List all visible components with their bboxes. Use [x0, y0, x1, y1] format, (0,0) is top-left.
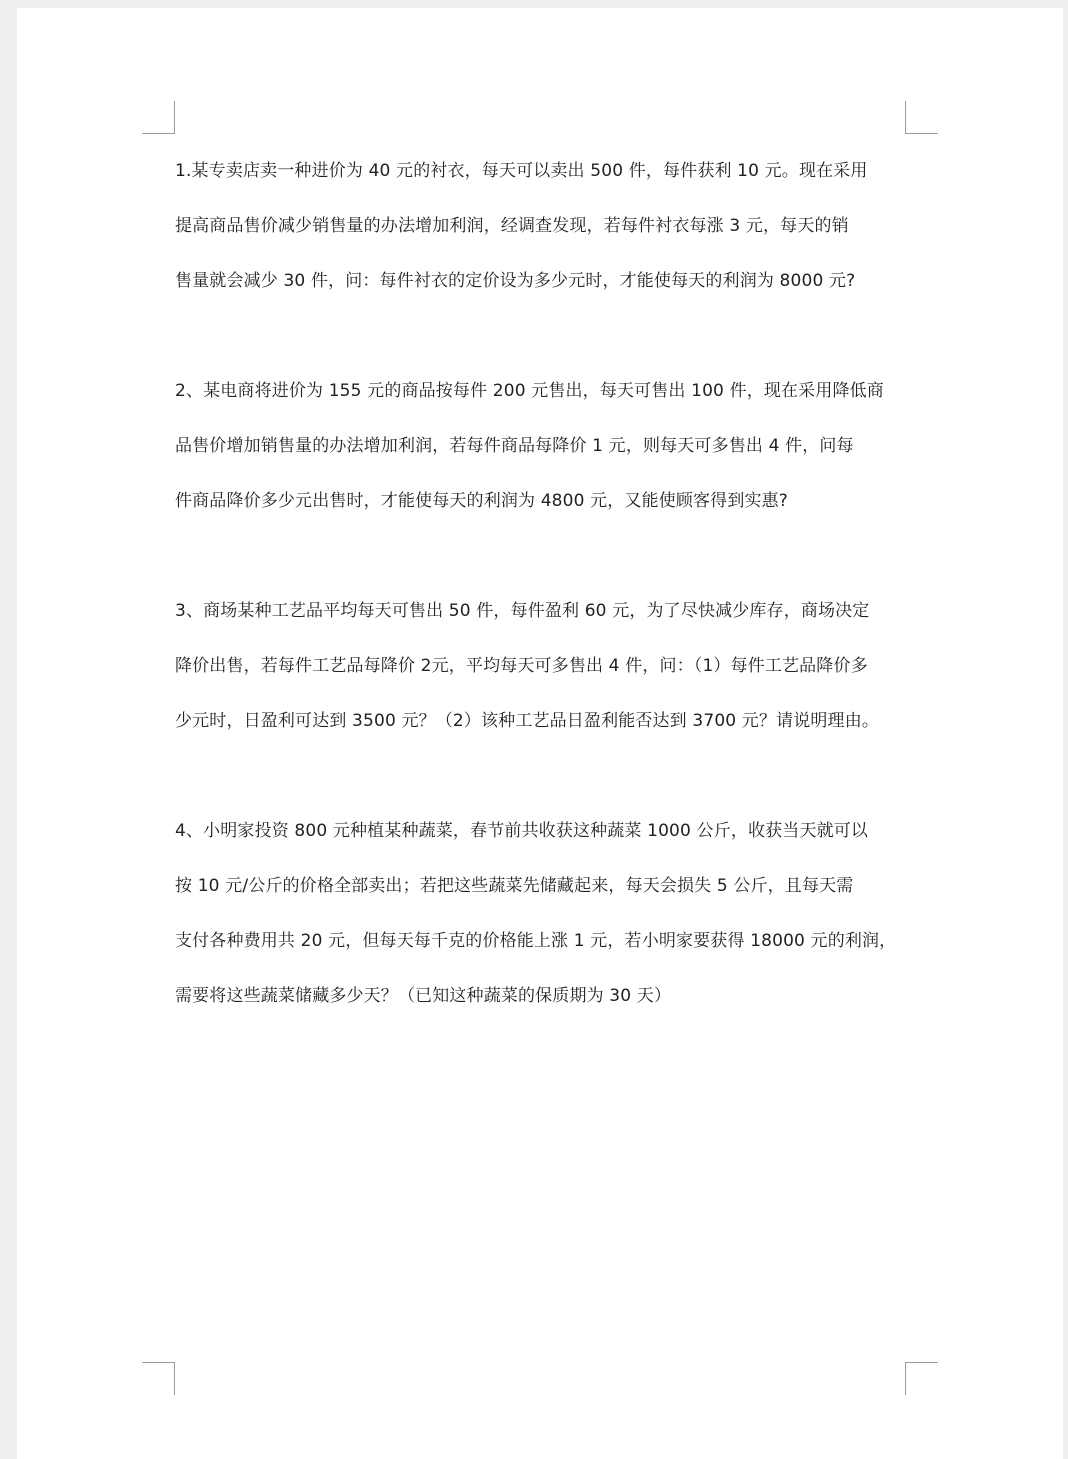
text-line: 4、小明家投资 800 元种植某种蔬菜，春节前共收获这种蔬菜 1000 公斤，收获当天就可以 [175, 821, 869, 841]
problem-2 [175, 364, 907, 529]
text-line: 提高商品售价减少销售量的办法增加利润，经调查发现，若每件衬衣每涨 3 元，每天的销 [175, 216, 849, 236]
margin-corner-bottom-right [905, 1362, 938, 1395]
text-line: 2、某电商将进价为 155 元的商品按每件 200 元售出，每天可售出 100 件，现在采用降低商 [175, 381, 884, 401]
problem-1 [175, 144, 907, 309]
text-line: 品售价增加销售量的办法增加利润，若每件商品每降价 1 元，则每天可多售出 4 件，问每 [175, 436, 854, 456]
text-line: 需要将这些蔬菜储藏多少天？（已知这种蔬菜的保质期为 30 天） [175, 986, 672, 1006]
margin-corner-bottom-left [142, 1362, 175, 1395]
problem-3 [175, 584, 907, 749]
margin-corner-top-left [142, 101, 175, 134]
text-line: 支付各种费用共 20 元，但每天每千克的价格能上涨 1 元，若小明家要获得 18000 元的利润， [175, 931, 897, 951]
document-page [17, 8, 1063, 1459]
document-body [175, 144, 907, 1079]
text-line: 降价出售，若每件工艺品每降价 2元，平均每天可多售出 4 件，问：（1）每件工艺品降价多 [175, 656, 868, 676]
text-line: 少元时，日盈利可达到 3500 元？（2）该种工艺品日盈利能否达到 3700 元？请说明理由。 [175, 711, 880, 731]
text-line: 件商品降价多少元出售时，才能使每天的利润为 4800 元，又能使顾客得到实惠? [175, 491, 788, 511]
text-line: 3、商场某种工艺品平均每天可售出 50 件，每件盈利 60 元，为了尽快减少库存，商场决定 [175, 601, 870, 621]
text-line: 按 10 元/公斤的价格全部卖出；若把这些蔬菜先储藏起来，每天会损失 5 公斤，且每天需 [175, 876, 854, 896]
text-line: 1.某专卖店卖一种进价为 40 元的衬衣，每天可以卖出 500 件，每件获利 10 元。现在采用 [175, 161, 868, 181]
margin-corner-top-right [905, 101, 938, 134]
problem-4 [175, 804, 907, 1024]
text-line: 售量就会减少 30 件，问：每件衬衣的定价设为多少元时，才能使每天的利润为 8000 元? [175, 271, 856, 291]
